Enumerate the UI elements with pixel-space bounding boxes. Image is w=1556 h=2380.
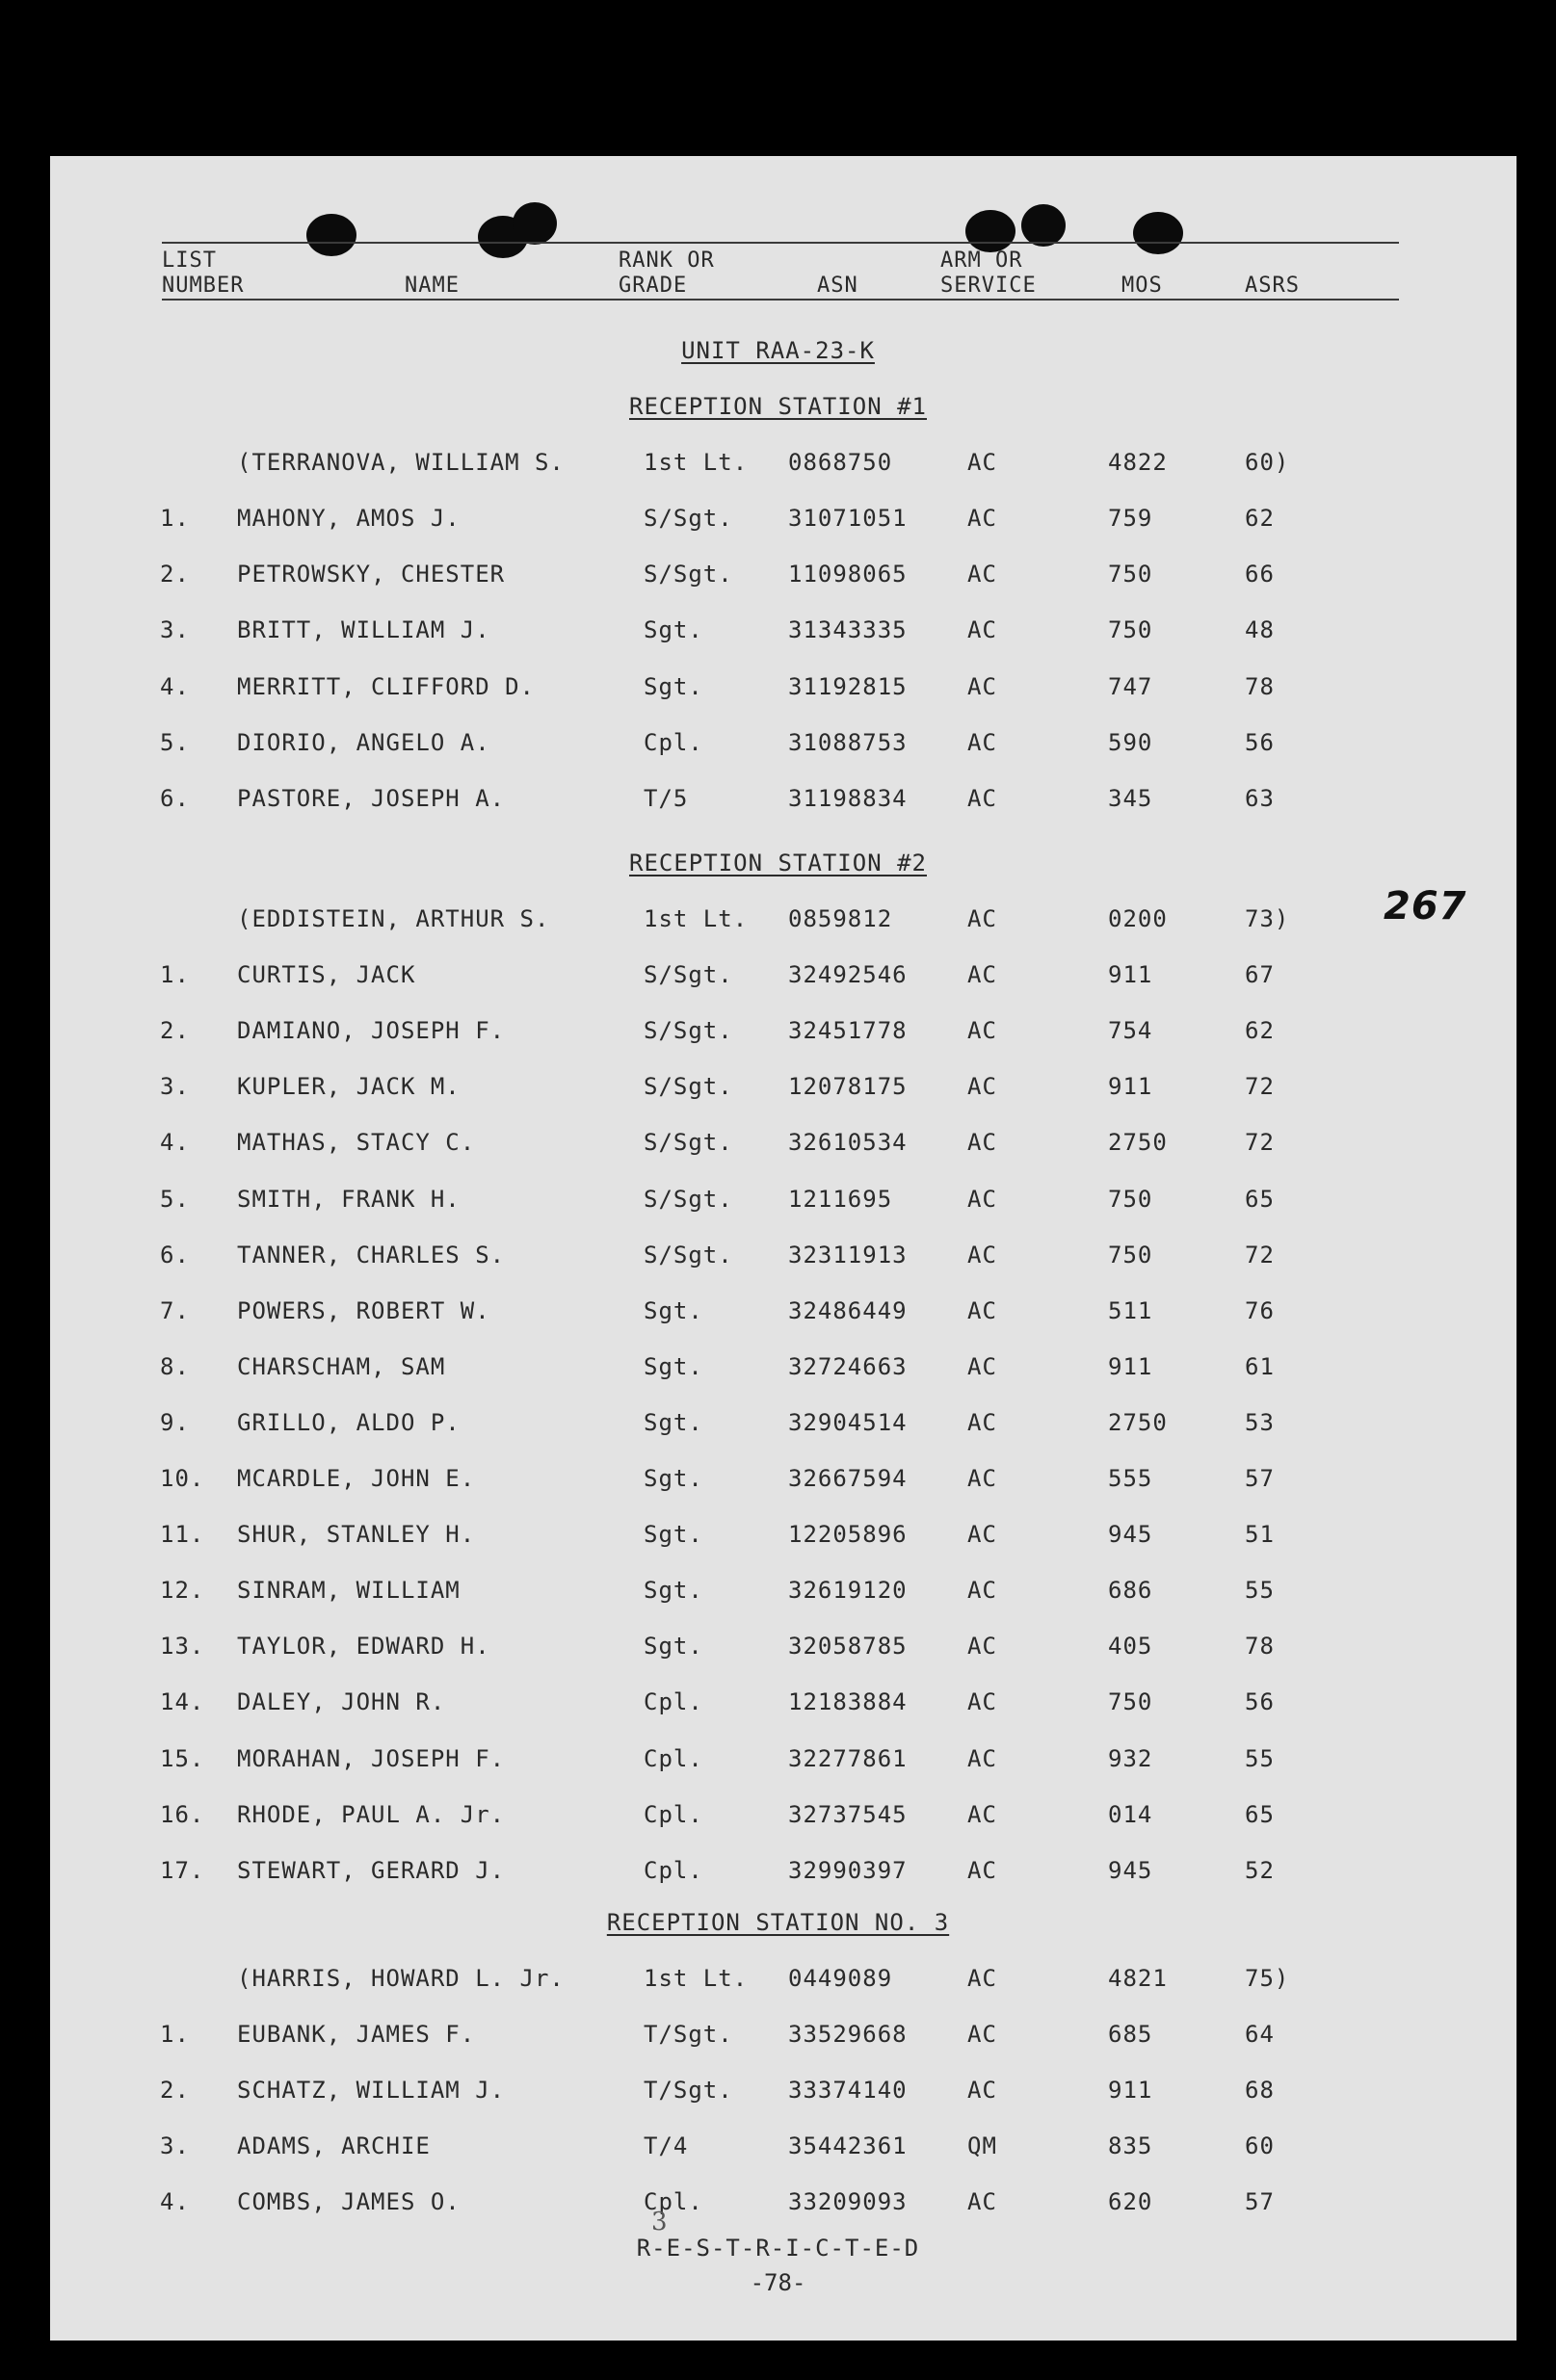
cell-num: 2.	[160, 1017, 190, 1044]
cell-asn: 32311913	[788, 1242, 908, 1268]
cell-grade: 1st Lt.	[644, 905, 749, 932]
cell-asrs: 67	[1245, 961, 1275, 988]
cell-grade: Cpl.	[644, 1688, 703, 1715]
header-name	[405, 274, 460, 299]
cell-grade: Sgt.	[644, 616, 703, 643]
section-title-text: RECEPTION STATION NO. 3	[606, 1909, 950, 1936]
table-row	[0, 1577, 1556, 1615]
table-row	[0, 561, 1556, 599]
cell-arm: AC	[967, 905, 997, 932]
cell-grade: S/Sgt.	[644, 561, 733, 588]
cell-mos: 345	[1108, 785, 1153, 812]
header-asrs	[1245, 274, 1300, 299]
cell-arm: AC	[967, 1465, 997, 1492]
table-row	[0, 1129, 1556, 1167]
cell-asrs: 57	[1245, 2188, 1275, 2215]
classification-marking: R-E-S-T-R-I-C-T-E-D	[636, 2235, 920, 2262]
cell-name: (TERRANOVA, WILLIAM S.	[237, 449, 565, 476]
officer-row	[0, 449, 1556, 487]
section-title-text: RECEPTION STATION #1	[629, 393, 927, 420]
table-row	[0, 1017, 1556, 1056]
header-service-label: SERVICE	[940, 274, 1037, 298]
cell-arm: AC	[967, 1017, 997, 1044]
cell-arm: AC	[967, 2077, 997, 2104]
punch-hole	[965, 210, 1015, 252]
cell-grade: S/Sgt.	[644, 1129, 733, 1156]
cell-asn: 0859812	[788, 905, 893, 932]
cell-name: (HARRIS, HOWARD L. Jr.	[237, 1965, 565, 1992]
header-mos	[1121, 274, 1163, 299]
cell-arm: AC	[967, 1801, 997, 1828]
cell-asn: 32610534	[788, 1129, 908, 1156]
table-row	[0, 1297, 1556, 1336]
cell-arm: AC	[967, 1129, 997, 1156]
cell-arm: AC	[967, 2188, 997, 2215]
cell-asn: 35442361	[788, 2132, 908, 2159]
cell-asrs: 76	[1245, 1297, 1275, 1324]
cell-asn: 31192815	[788, 673, 908, 700]
cell-name: DIORIO, ANGELO A.	[237, 729, 490, 756]
punch-hole	[513, 202, 557, 245]
cell-asn: 32492546	[788, 961, 908, 988]
cell-name: MCARDLE, JOHN E.	[237, 1465, 476, 1492]
cell-num: 11.	[160, 1521, 205, 1548]
table-row	[0, 2077, 1556, 2115]
cell-grade: Sgt.	[644, 1409, 703, 1436]
table-row	[0, 2132, 1556, 2171]
cell-num: 4.	[160, 1129, 190, 1156]
cell-mos: 754	[1108, 1017, 1153, 1044]
cell-mos: 2750	[1108, 1409, 1168, 1436]
table-row	[0, 1801, 1556, 1840]
cell-asrs: 72	[1245, 1242, 1275, 1268]
cell-num: 1.	[160, 2021, 190, 2048]
cell-grade: Sgt.	[644, 673, 703, 700]
cell-grade: T/4	[644, 2132, 689, 2159]
cell-num: 8.	[160, 1353, 190, 1380]
cell-mos: 747	[1108, 673, 1153, 700]
header-name-label: NAME	[405, 274, 460, 298]
cell-arm: AC	[967, 1353, 997, 1380]
cell-num: 5.	[160, 729, 190, 756]
cell-asrs: 64	[1245, 2021, 1275, 2048]
cell-num: 9.	[160, 1409, 190, 1436]
cell-num: 7.	[160, 1297, 190, 1324]
cell-name: KUPLER, JACK M.	[237, 1073, 461, 1100]
cell-asn: 32990397	[788, 1857, 908, 1884]
cell-mos: 2750	[1108, 1129, 1168, 1156]
cell-grade: T/Sgt.	[644, 2021, 733, 2048]
page-number: -78-	[750, 2269, 806, 2296]
cell-arm: AC	[967, 1521, 997, 1548]
cell-asn: 32058785	[788, 1633, 908, 1660]
table-row	[0, 1521, 1556, 1559]
cell-arm: AC	[967, 1633, 997, 1660]
cell-grade: Sgt.	[644, 1521, 703, 1548]
cell-grade: 1st Lt.	[644, 449, 749, 476]
cell-asrs: 61	[1245, 1353, 1275, 1380]
cell-asrs: 48	[1245, 616, 1275, 643]
officer-row	[0, 905, 1556, 944]
cell-asn: 31198834	[788, 785, 908, 812]
table-row	[0, 673, 1556, 712]
cell-arm: AC	[967, 785, 997, 812]
cell-num: 13.	[160, 1633, 205, 1660]
cell-name: SCHATZ, WILLIAM J.	[237, 2077, 506, 2104]
cell-name: MATHAS, STACY C.	[237, 1129, 476, 1156]
cell-asn: 33374140	[788, 2077, 908, 2104]
cell-mos: 911	[1108, 2077, 1153, 2104]
cell-num: 4.	[160, 673, 190, 700]
table-row	[0, 961, 1556, 1000]
table-row	[0, 1073, 1556, 1112]
cell-asn: 0868750	[788, 449, 893, 476]
cell-arm: AC	[967, 449, 997, 476]
cell-asrs: 60	[1245, 2132, 1275, 2159]
page-stamp-number: 267	[1384, 884, 1467, 928]
cell-asn: 33209093	[788, 2188, 908, 2215]
cell-arm: AC	[967, 961, 997, 988]
handwritten-mark: 3	[651, 2208, 668, 2236]
cell-asrs: 68	[1245, 2077, 1275, 2104]
cell-grade: 1st Lt.	[644, 1965, 749, 1992]
cell-mos: 4821	[1108, 1965, 1168, 1992]
cell-asrs: 56	[1245, 729, 1275, 756]
cell-asn: 32486449	[788, 1297, 908, 1324]
cell-name: COMBS, JAMES O.	[237, 2188, 461, 2215]
cell-mos: 759	[1108, 505, 1153, 532]
header-grade-label: GRADE	[619, 274, 688, 298]
header-bottom-rule	[162, 299, 1399, 301]
cell-mos: 4822	[1108, 449, 1168, 476]
cell-asn: 32667594	[788, 1465, 908, 1492]
cell-asn: 31088753	[788, 729, 908, 756]
cell-name: DALEY, JOHN R.	[237, 1688, 446, 1715]
cell-arm: AC	[967, 616, 997, 643]
cell-asrs: 78	[1245, 673, 1275, 700]
cell-arm: AC	[967, 1688, 997, 1715]
cell-num: 3.	[160, 1073, 190, 1100]
cell-name: (EDDISTEIN, ARTHUR S.	[237, 905, 550, 932]
punch-hole	[306, 214, 356, 256]
header-asn-label: ASN	[817, 274, 858, 298]
cell-asrs: 62	[1245, 1017, 1275, 1044]
cell-name: CURTIS, JACK	[237, 961, 416, 988]
header-number-label: NUMBER	[162, 274, 245, 298]
cell-name: BRITT, WILLIAM J.	[237, 616, 490, 643]
cell-name: PETROWSKY, CHESTER	[237, 561, 506, 588]
cell-asrs: 57	[1245, 1465, 1275, 1492]
cell-asn: 11098065	[788, 561, 908, 588]
cell-asn: 32904514	[788, 1409, 908, 1436]
cell-mos: 686	[1108, 1577, 1153, 1604]
table-row	[0, 1633, 1556, 1671]
punch-hole	[1021, 204, 1066, 247]
header-arm	[940, 248, 1037, 299]
cell-asn: 32451778	[788, 1017, 908, 1044]
cell-num: 12.	[160, 1577, 205, 1604]
cell-name: SHUR, STANLEY H.	[237, 1521, 476, 1548]
cell-num: 15.	[160, 1745, 205, 1772]
cell-name: MAHONY, AMOS J.	[237, 505, 461, 532]
cell-asrs: 55	[1245, 1745, 1275, 1772]
cell-num: 3.	[160, 2132, 190, 2159]
cell-num: 14.	[160, 1688, 205, 1715]
cell-mos: 511	[1108, 1297, 1153, 1324]
cell-mos: 555	[1108, 1465, 1153, 1492]
header-list-number	[162, 248, 244, 299]
cell-mos: 620	[1108, 2188, 1153, 2215]
cell-grade: Cpl.	[644, 729, 703, 756]
cell-mos: 835	[1108, 2132, 1153, 2159]
cell-arm: AC	[967, 1409, 997, 1436]
table-row	[0, 1465, 1556, 1504]
table-row	[0, 1409, 1556, 1448]
cell-asn: 1211695	[788, 1186, 893, 1213]
officer-row	[0, 1965, 1556, 2003]
cell-arm: AC	[967, 673, 997, 700]
cell-mos: 945	[1108, 1857, 1153, 1884]
cell-asrs: 60)	[1245, 449, 1290, 476]
cell-name: SINRAM, WILLIAM	[237, 1577, 461, 1604]
cell-arm: AC	[967, 1965, 997, 1992]
cell-name: EUBANK, JAMES F.	[237, 2021, 476, 2048]
cell-grade: T/5	[644, 785, 689, 812]
cell-grade: Cpl.	[644, 1801, 703, 1828]
cell-grade: Cpl.	[644, 2188, 703, 2215]
cell-asn: 32737545	[788, 1801, 908, 1828]
cell-mos: 750	[1108, 616, 1153, 643]
cell-asrs: 73)	[1245, 905, 1290, 932]
section-title-text: RECEPTION STATION #2	[629, 850, 927, 876]
header-asrs-label: ASRS	[1245, 274, 1300, 298]
cell-num: 1.	[160, 505, 190, 532]
table-row	[0, 729, 1556, 768]
table-row	[0, 1242, 1556, 1280]
cell-arm: AC	[967, 1577, 997, 1604]
cell-arm: QM	[967, 2132, 997, 2159]
section-title	[0, 1909, 1556, 1936]
unit-title	[0, 337, 1556, 364]
cell-grade: S/Sgt.	[644, 1073, 733, 1100]
cell-asrs: 65	[1245, 1186, 1275, 1213]
cell-name: TANNER, CHARLES S.	[237, 1242, 506, 1268]
cell-asn: 12183884	[788, 1688, 908, 1715]
cell-name: GRILLO, ALDO P.	[237, 1409, 461, 1436]
table-row	[0, 1745, 1556, 1784]
cell-mos: 932	[1108, 1745, 1153, 1772]
cell-asrs: 72	[1245, 1129, 1275, 1156]
cell-mos: 590	[1108, 729, 1153, 756]
cell-grade: S/Sgt.	[644, 961, 733, 988]
cell-grade: Cpl.	[644, 1857, 703, 1884]
cell-grade: Sgt.	[644, 1353, 703, 1380]
cell-num: 6.	[160, 1242, 190, 1268]
cell-asrs: 72	[1245, 1073, 1275, 1100]
cell-mos: 0200	[1108, 905, 1168, 932]
unit-title-text: UNIT RAA-23-K	[681, 337, 875, 364]
cell-asrs: 56	[1245, 1688, 1275, 1715]
cell-arm: AC	[967, 1297, 997, 1324]
cell-mos: 750	[1108, 561, 1153, 588]
cell-num: 6.	[160, 785, 190, 812]
cell-num: 2.	[160, 2077, 190, 2104]
cell-asn: 31071051	[788, 505, 908, 532]
cell-grade: Sgt.	[644, 1633, 703, 1660]
cell-grade: S/Sgt.	[644, 1186, 733, 1213]
cell-asrs: 55	[1245, 1577, 1275, 1604]
cell-asn: 12078175	[788, 1073, 908, 1100]
cell-arm: AC	[967, 1186, 997, 1213]
cell-asrs: 78	[1245, 1633, 1275, 1660]
cell-asn: 32724663	[788, 1353, 908, 1380]
cell-name: CHARSCHAM, SAM	[237, 1353, 446, 1380]
cell-num: 1.	[160, 961, 190, 988]
header-top-rule	[162, 242, 1399, 244]
cell-asn: 31343335	[788, 616, 908, 643]
cell-grade: S/Sgt.	[644, 1017, 733, 1044]
cell-name: TAYLOR, EDWARD H.	[237, 1633, 490, 1660]
cell-asn: 32619120	[788, 1577, 908, 1604]
cell-grade: S/Sgt.	[644, 505, 733, 532]
cell-mos: 685	[1108, 2021, 1153, 2048]
cell-name: MERRITT, CLIFFORD D.	[237, 673, 535, 700]
table-row	[0, 2188, 1556, 2227]
cell-asrs: 63	[1245, 785, 1275, 812]
cell-arm: AC	[967, 729, 997, 756]
cell-asn: 33529668	[788, 2021, 908, 2048]
table-row	[0, 1688, 1556, 1727]
cell-asrs: 51	[1245, 1521, 1275, 1548]
cell-arm: AC	[967, 1242, 997, 1268]
header-rank-label: RANK OR	[619, 248, 715, 273]
table-row	[0, 1186, 1556, 1224]
cell-grade: Sgt.	[644, 1297, 703, 1324]
cell-num: 5.	[160, 1186, 190, 1213]
cell-asrs: 62	[1245, 505, 1275, 532]
cell-grade: Sgt.	[644, 1577, 703, 1604]
header-list-label: LIST	[162, 248, 217, 273]
section-title	[0, 850, 1556, 876]
cell-asn: 32277861	[788, 1745, 908, 1772]
table-row	[0, 1857, 1556, 1896]
cell-name: ADAMS, ARCHIE	[237, 2132, 431, 2159]
header-rank	[619, 248, 715, 299]
cell-arm: AC	[967, 1073, 997, 1100]
cell-asrs: 66	[1245, 561, 1275, 588]
cell-grade: T/Sgt.	[644, 2077, 733, 2104]
cell-mos: 750	[1108, 1688, 1153, 1715]
cell-mos: 945	[1108, 1521, 1153, 1548]
cell-mos: 911	[1108, 1353, 1153, 1380]
cell-name: SMITH, FRANK H.	[237, 1186, 461, 1213]
cell-mos: 014	[1108, 1801, 1153, 1828]
cell-arm: AC	[967, 505, 997, 532]
table-row	[0, 616, 1556, 655]
cell-num: 2.	[160, 561, 190, 588]
cell-num: 16.	[160, 1801, 205, 1828]
cell-name: STEWART, GERARD J.	[237, 1857, 506, 1884]
cell-mos: 911	[1108, 961, 1153, 988]
table-row	[0, 2021, 1556, 2059]
cell-num: 17.	[160, 1857, 205, 1884]
cell-grade: Cpl.	[644, 1745, 703, 1772]
table-row	[0, 785, 1556, 824]
punch-hole	[1133, 212, 1183, 254]
cell-name: POWERS, ROBERT W.	[237, 1297, 490, 1324]
cell-arm: AC	[967, 1745, 997, 1772]
cell-grade: Sgt.	[644, 1465, 703, 1492]
cell-asn: 12205896	[788, 1521, 908, 1548]
cell-name: PASTORE, JOSEPH A.	[237, 785, 506, 812]
cell-name: DAMIANO, JOSEPH F.	[237, 1017, 506, 1044]
cell-asrs: 65	[1245, 1801, 1275, 1828]
section-title	[0, 393, 1556, 420]
cell-name: RHODE, PAUL A. Jr.	[237, 1801, 506, 1828]
header-asn	[817, 274, 858, 299]
cell-name: MORAHAN, JOSEPH F.	[237, 1745, 506, 1772]
cell-arm: AC	[967, 1857, 997, 1884]
cell-mos: 750	[1108, 1186, 1153, 1213]
cell-arm: AC	[967, 2021, 997, 2048]
table-row	[0, 1353, 1556, 1392]
cell-arm: AC	[967, 561, 997, 588]
cell-num: 10.	[160, 1465, 205, 1492]
cell-grade: S/Sgt.	[644, 1242, 733, 1268]
header-arm-label: ARM OR	[940, 248, 1023, 273]
cell-asrs: 52	[1245, 1857, 1275, 1884]
header-mos-label: MOS	[1121, 274, 1163, 298]
cell-num: 3.	[160, 616, 190, 643]
cell-mos: 405	[1108, 1633, 1153, 1660]
cell-asn: 0449089	[788, 1965, 893, 1992]
cell-num: 4.	[160, 2188, 190, 2215]
cell-mos: 911	[1108, 1073, 1153, 1100]
table-row	[0, 505, 1556, 543]
cell-asrs: 75)	[1245, 1965, 1290, 1992]
cell-asrs: 53	[1245, 1409, 1275, 1436]
cell-mos: 750	[1108, 1242, 1153, 1268]
